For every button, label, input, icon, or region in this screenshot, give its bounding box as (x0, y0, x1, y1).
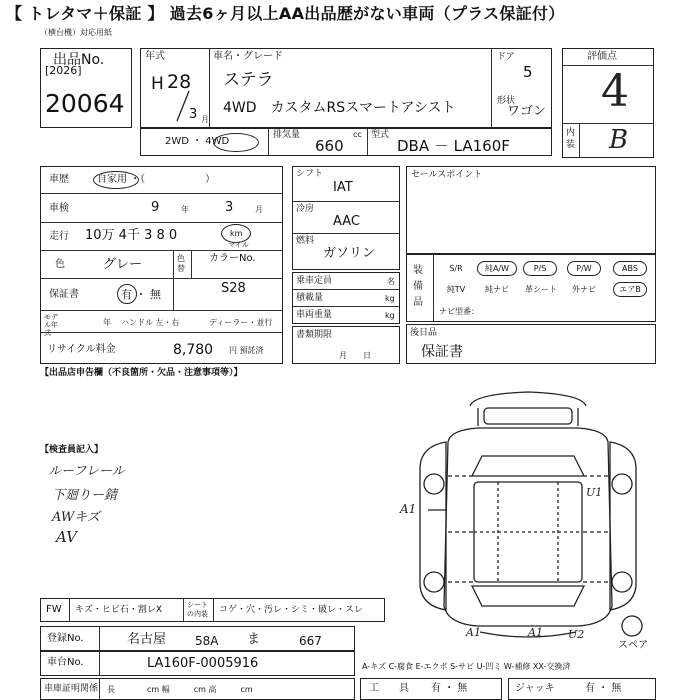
garage-cert-row (40, 678, 355, 700)
year-value: 28 (167, 71, 192, 93)
tools-label: 工 具 (369, 683, 409, 694)
load-unit: kg (385, 294, 395, 303)
damage-mark-u1: U1 (586, 486, 603, 499)
inspector-label: 【検査員記入】 (40, 445, 104, 455)
jack-label: ジャッキ (515, 683, 555, 694)
sales-label: セールスポイント (411, 170, 483, 180)
shift-value: IAT (333, 180, 353, 195)
lot-code: [2026] (45, 64, 82, 77)
dealer-label: ディーラー・並行 (209, 318, 273, 327)
year-month: 3 (189, 107, 198, 122)
fuel-label: 燃料 (296, 236, 315, 246)
registration-number: 667 (299, 634, 322, 648)
chassis-row (40, 650, 355, 676)
inspector-note-4: AV (56, 528, 77, 546)
shift-label: シフト (296, 169, 324, 179)
equip-tv: 純TV (446, 285, 466, 294)
history-selected-circle (93, 171, 139, 189)
equip-airbag: エアB (613, 282, 647, 297)
history-options: 自家用 ・（ ） (97, 174, 216, 185)
year-era: H (151, 74, 164, 94)
garage-cert-label: 車庫証明関係 (44, 684, 99, 694)
equip-ext-navi: 外ナビ (572, 285, 596, 294)
sales-box (406, 166, 656, 254)
specs-table (292, 166, 400, 270)
fw-row (40, 598, 385, 622)
year-month-suffix: 月 (201, 115, 209, 124)
model-label: 型式 (371, 130, 390, 140)
doors-value: 5 (523, 63, 533, 81)
jack-value: 有 ・ 無 (585, 683, 622, 694)
drive-options: 2WD ・ 4WD (165, 136, 230, 147)
score-label: 評価点 (587, 51, 617, 62)
header-subtitle: （横台機）対応用紙 (40, 28, 112, 37)
color-value: グレー (103, 257, 143, 272)
tools-row (360, 678, 502, 700)
registration-row (40, 626, 355, 652)
inspector-note-1: ルーフレール (48, 464, 125, 479)
navi-model-label: ナビ型番： (439, 307, 479, 316)
shape-value: ワゴン (507, 104, 547, 119)
inspection-month: 3 (225, 200, 234, 215)
warranty-selected-circle (117, 284, 137, 304)
equip-sr: S/R (449, 264, 463, 273)
equip-aw: 純A/W (477, 261, 517, 276)
capacity-label: 乗車定員 (296, 276, 333, 286)
extras-box (406, 324, 656, 364)
damage-mark-a1-side: A1 (400, 502, 417, 516)
damage-mark-u2: U2 (568, 628, 585, 641)
inspector-note-3: AWキズ (52, 510, 100, 525)
model-value: DBA － LA160F (397, 137, 510, 155)
recycle-label: リサイクル料金 (47, 344, 116, 355)
car-name: ステラ (223, 70, 274, 90)
capacity-table (292, 272, 400, 324)
extras-label: 後日品 (410, 328, 438, 338)
car-info-box (140, 48, 552, 128)
equip-pw: P/W (567, 261, 601, 276)
equip-abs: ABS (613, 261, 647, 276)
registration-class: 58A (195, 634, 219, 648)
mileage-label: 走行 (49, 231, 69, 242)
capacity-unit: 名 (387, 277, 395, 286)
chassis-label: 車台No. (47, 657, 84, 668)
inspector-note-2: 下廻りー錆 (52, 488, 118, 503)
tools-value: 有 ・ 無 (431, 683, 468, 694)
drive-row (140, 128, 552, 156)
color-change-label: 色替 (177, 254, 185, 273)
notes-label: 【出品店申告欄（不良箇所・欠品・注意事項等）】 (40, 368, 243, 378)
expiry-unit: 月 日 (339, 351, 371, 360)
equip-navi: 純ナビ (485, 285, 509, 294)
load-label: 積載量 (296, 293, 324, 303)
chassis-value: LA160F-0005916 (147, 656, 259, 671)
garage-cert-marks: 長 cm 幅 cm 高 cm (107, 685, 253, 694)
year-label: 年式 (145, 51, 165, 62)
interior-label: 内装 (566, 128, 576, 150)
registration-label: 登録No. (47, 633, 84, 644)
model-year-label: モデル年式 (44, 313, 58, 337)
jack-row (508, 678, 656, 700)
lot-label: 出品No. (53, 52, 105, 68)
seat-label: シートの内装 (187, 601, 208, 618)
equipment-box (406, 254, 656, 322)
history-label: 車歴 (49, 174, 69, 185)
inspection-month-unit: 月 (255, 205, 263, 214)
ac-value: AAC (333, 214, 360, 229)
car-grade: 4WD カスタムRSスマートアシスト (223, 100, 456, 116)
warranty-options: 有 ・ 無 (121, 288, 161, 301)
equip-ps: P/S (523, 261, 557, 276)
recycle-amount: 8,780 (173, 342, 214, 358)
interior-value: B (609, 125, 629, 155)
expiry-label: 書類期限 (296, 330, 333, 340)
registration-city: 名古屋 (127, 632, 167, 647)
displacement-value: 660 (315, 137, 344, 155)
spare-label: スペア (618, 640, 648, 651)
fuel-value: ガソリン (323, 246, 376, 261)
expiry-box (292, 326, 400, 364)
header-banner: 【 トレタマ＋保証 】 過去6ヶ月以上AA出品歴がない車両（プラス保証付） (6, 4, 565, 23)
score-value: 4 (601, 66, 629, 117)
damage-mark-a1-rear-right: A1 (528, 626, 543, 639)
lot-number: 20064 (45, 89, 125, 118)
ac-label: 冷房 (296, 204, 315, 214)
equipment-label: 装備品 (413, 265, 423, 308)
history-table (40, 166, 283, 364)
model-year-unit: 年 (103, 318, 111, 327)
warranty-label: 保証書 (49, 289, 79, 300)
registration-kana: ま (247, 632, 261, 647)
mileage-unit-mile: マイル (228, 241, 249, 249)
door-label: ドア (497, 52, 515, 62)
fw-label: FW (46, 604, 62, 615)
color-no-value: S28 (221, 281, 246, 296)
name-label: 車名・グレード (213, 51, 283, 62)
damage-legend: A-キズ C-腐食 E-エクボ S-サビ U-凹ミ W-補修 XX-交換済 (362, 662, 571, 671)
shape-label: 形状 (497, 96, 516, 106)
drive-selected-circle (213, 133, 259, 152)
fw-items: キズ・ヒビ石・割レX (75, 605, 162, 615)
color-label: 色 (55, 259, 65, 270)
color-no-label: カラーNo. (209, 253, 256, 264)
mileage-unit: km (230, 229, 243, 238)
displacement-unit: cc (353, 130, 362, 139)
damage-mark-a1-rear-left: A1 (466, 626, 481, 639)
displacement-label: 排気量 (273, 130, 301, 140)
equip-leather: 革シート (525, 285, 557, 294)
weight-unit: kg (385, 311, 395, 320)
weight-label: 車両重量 (296, 310, 333, 320)
inspection-label: 車検 (49, 203, 69, 214)
recycle-unit: 円 預託済 (229, 346, 264, 355)
inspection-year-unit: 年 (181, 205, 189, 214)
lot-box (40, 48, 132, 128)
mileage-value: 10万 4千 3 8 0 (85, 228, 178, 243)
handle-label: ハンドル 左・右 (121, 318, 180, 327)
car-damage-diagram (408, 386, 648, 642)
grade-box (562, 48, 654, 158)
extras-value: 保証書 (421, 344, 463, 360)
seat-items: コゲ・穴・汚レ・シミ・破レ・スレ (219, 605, 364, 615)
inspection-year: 9 (151, 200, 160, 215)
